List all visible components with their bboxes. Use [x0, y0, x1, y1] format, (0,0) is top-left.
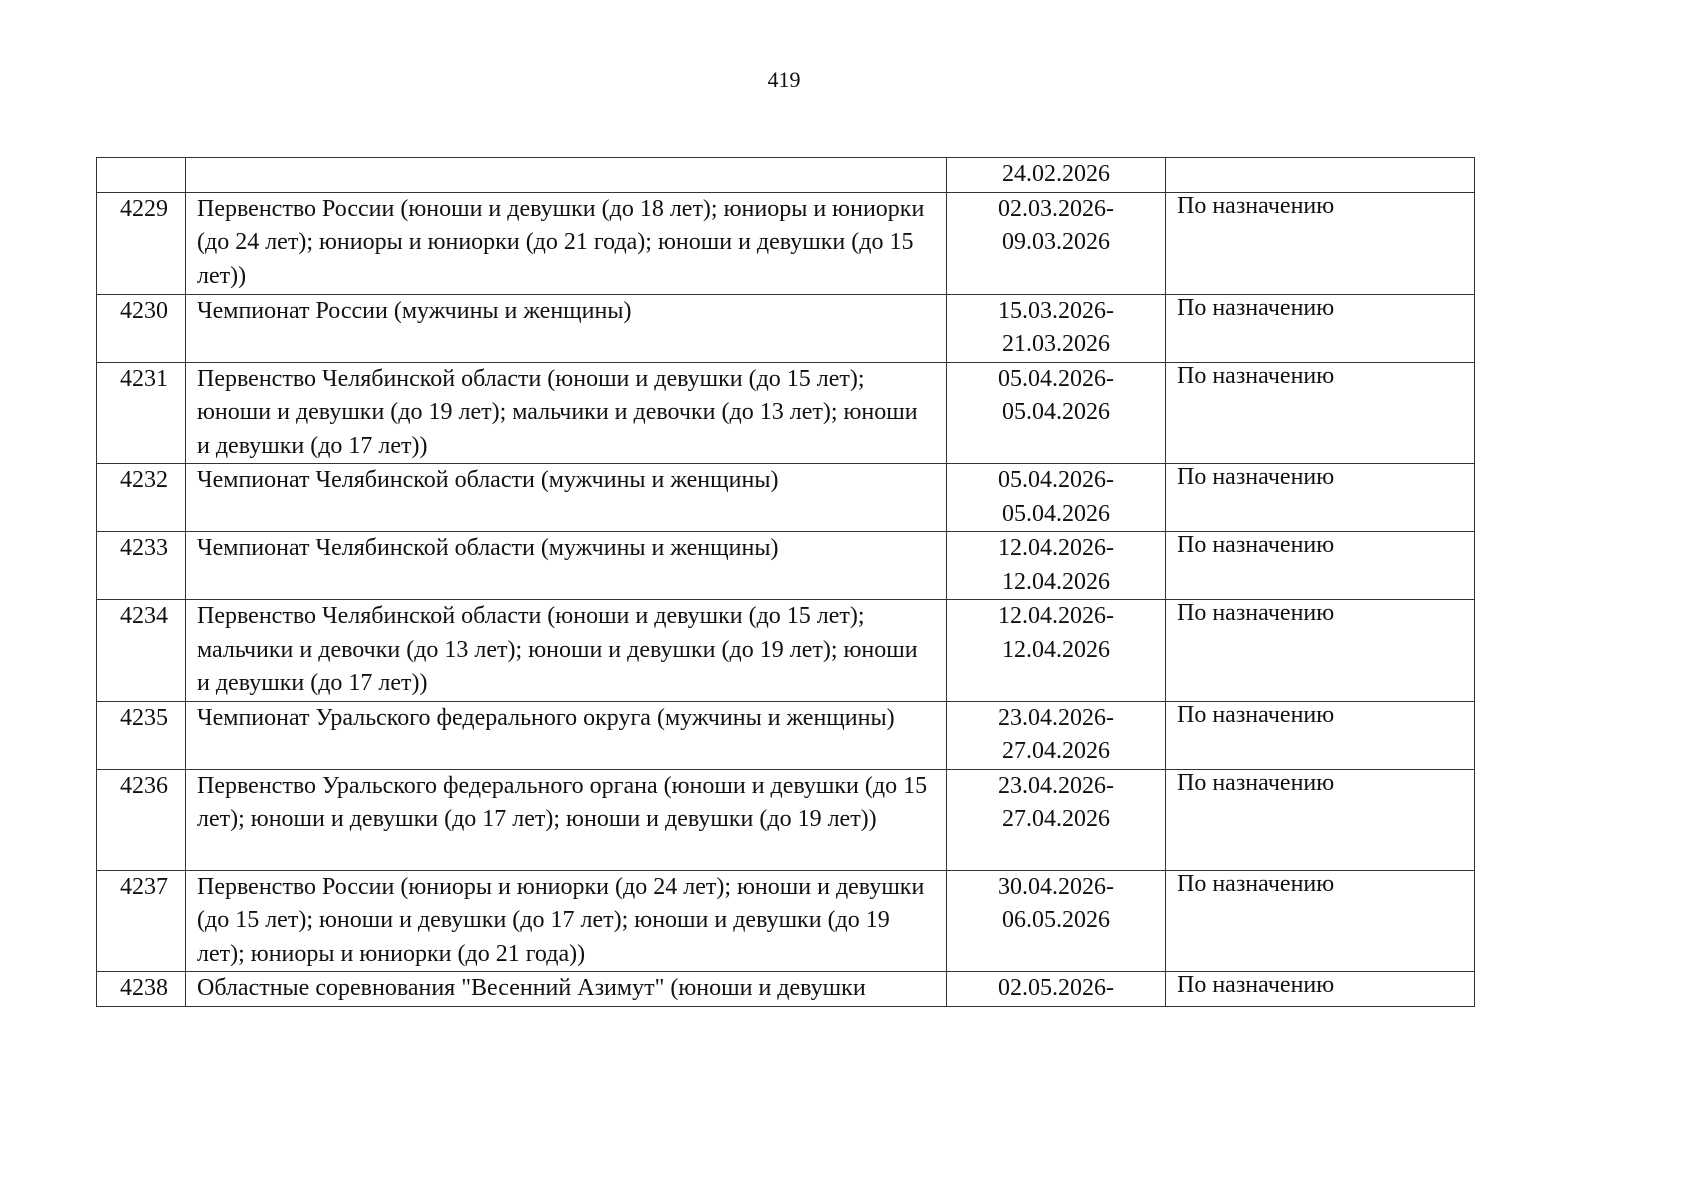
table-row: [97, 362, 1475, 464]
event-name-cell: Чемпионат России (мужчины и женщины): [186, 294, 947, 362]
date-start: 15.03.2026-: [998, 297, 1114, 324]
date-end: 27.04.2026: [1002, 806, 1110, 832]
event-name-cell: Первенство Челябинской области (юноши и девушки (до 15 лет); юноши и девушки (до 19 лет); мальчики и девочки (до 13 лет); юноши и девушки (до 17 лет)): [186, 362, 947, 464]
note-text: По назначению: [1177, 362, 1335, 389]
events-table: [96, 157, 1475, 1007]
event-dates-cell: [947, 600, 1166, 702]
note-text: По назначению: [1177, 532, 1335, 558]
date-end: 09.03.2026: [1002, 229, 1110, 255]
event-name-cell: Чемпионат Челябинской области (мужчины и женщины): [186, 464, 947, 532]
event-name-cell: Областные соревнования "Весенний Азимут" (юноши и девушки: [186, 972, 947, 1007]
event-number-cell: 4231: [97, 362, 186, 464]
event-name-cell: Первенство Уральского федерального органа (юноши и девушки (до 15 лет); юноши и девушки (до 17 лет); юноши и девушки (до 19 лет)): [186, 769, 947, 870]
event-dates-cell: [947, 294, 1166, 362]
date-start: 02.03.2026-: [998, 195, 1114, 222]
event-number-cell: 4237: [97, 870, 186, 972]
date-end: 12.04.2026: [1002, 568, 1110, 595]
event-number-cell: 4229: [97, 192, 186, 294]
date-start: 12.04.2026-: [998, 603, 1114, 629]
event-number-cell: 4230: [97, 294, 186, 362]
note-text: По назначению: [1177, 769, 1335, 796]
event-number-cell: 4233: [97, 532, 186, 600]
event-note-cell: [1166, 769, 1475, 870]
event-dates-cell: [947, 532, 1166, 600]
event-name-cell: Чемпионат Челябинской области (мужчины и женщины): [186, 532, 947, 600]
event-name-cell: Первенство России (юноши и девушки (до 18 лет); юниоры и юниорки (до 24 лет); юниоры и юниорки (до 21 года); юноши и девушки (до 15 лет)): [186, 192, 947, 294]
event-dates-cell: [947, 870, 1166, 972]
date-end: 24.02.2026: [1002, 161, 1110, 187]
event-number-cell: 4236: [97, 769, 186, 870]
event-name-cell: [186, 158, 947, 193]
table-row: [97, 600, 1475, 702]
date-end: 27.04.2026: [1002, 738, 1110, 764]
event-number-cell: 4232: [97, 464, 186, 532]
note-text: По назначению: [1177, 294, 1335, 321]
date-end: 05.04.2026: [1002, 500, 1110, 527]
event-note-cell: [1166, 701, 1475, 769]
date-end: 05.04.2026: [1002, 399, 1110, 425]
event-dates-cell: [947, 701, 1166, 769]
date-start: 23.04.2026-: [998, 704, 1114, 731]
note-text: По назначению: [1177, 972, 1335, 998]
event-dates-cell: [947, 158, 1166, 193]
event-dates-cell: [947, 464, 1166, 532]
event-note-cell: [1166, 870, 1475, 972]
table-row: [97, 192, 1475, 294]
event-number-cell: 4238: [97, 972, 186, 1007]
note-text: По назначению: [1177, 600, 1335, 626]
event-note-cell: [1166, 600, 1475, 702]
event-note-cell: [1166, 158, 1475, 193]
note-text: По назначению: [1177, 464, 1335, 490]
date-start: 12.04.2026-: [998, 535, 1114, 561]
event-number-cell: 4234: [97, 600, 186, 702]
note-text: По назначению: [1177, 701, 1335, 728]
table-row: [97, 158, 1475, 193]
table-row: [97, 701, 1475, 769]
date-start: 23.04.2026-: [998, 772, 1114, 799]
date-start: 02.05.2026-: [998, 975, 1114, 1001]
date-start: 05.04.2026-: [998, 365, 1114, 392]
table-row: [97, 870, 1475, 972]
event-number-cell: [97, 158, 186, 193]
date-start: 05.04.2026-: [998, 467, 1114, 493]
date-end: 21.03.2026: [1002, 331, 1110, 357]
event-name-cell: Первенство России (юниоры и юниорки (до 24 лет); юноши и девушки (до 15 лет); юноши и девушки (до 17 лет); юноши и девушки (до 19 лет); юниоры и юниорки (до 21 года)): [186, 870, 947, 972]
event-dates-cell: [947, 192, 1166, 294]
table-row: [97, 972, 1475, 1007]
date-start: 30.04.2026-: [998, 873, 1114, 900]
date-end: 06.05.2026: [1002, 907, 1110, 933]
event-number-cell: 4235: [97, 701, 186, 769]
note-text: По назначению: [1177, 870, 1335, 897]
event-name-cell: Чемпионат Уральского федерального округа (мужчины и женщины): [186, 701, 947, 769]
table-row: [97, 769, 1475, 870]
page-number: 419: [767, 67, 801, 92]
event-dates-cell: [947, 769, 1166, 870]
event-dates-cell: [947, 362, 1166, 464]
table-row: [97, 464, 1475, 532]
date-end: 12.04.2026: [1002, 636, 1110, 663]
event-dates-cell: [947, 972, 1166, 1007]
table-row: [97, 532, 1475, 600]
event-note-cell: [1166, 362, 1475, 464]
event-note-cell: [1166, 294, 1475, 362]
table-row: [97, 294, 1475, 362]
event-note-cell: [1166, 972, 1475, 1007]
note-text: По назначению: [1177, 192, 1335, 219]
event-note-cell: [1166, 192, 1475, 294]
event-note-cell: [1166, 464, 1475, 532]
event-note-cell: [1166, 532, 1475, 600]
event-name-cell: Первенство Челябинской области (юноши и девушки (до 15 лет); мальчики и девочки (до 13 лет); юноши и девушки (до 19 лет); юноши и девушки (до 17 лет)): [186, 600, 947, 702]
